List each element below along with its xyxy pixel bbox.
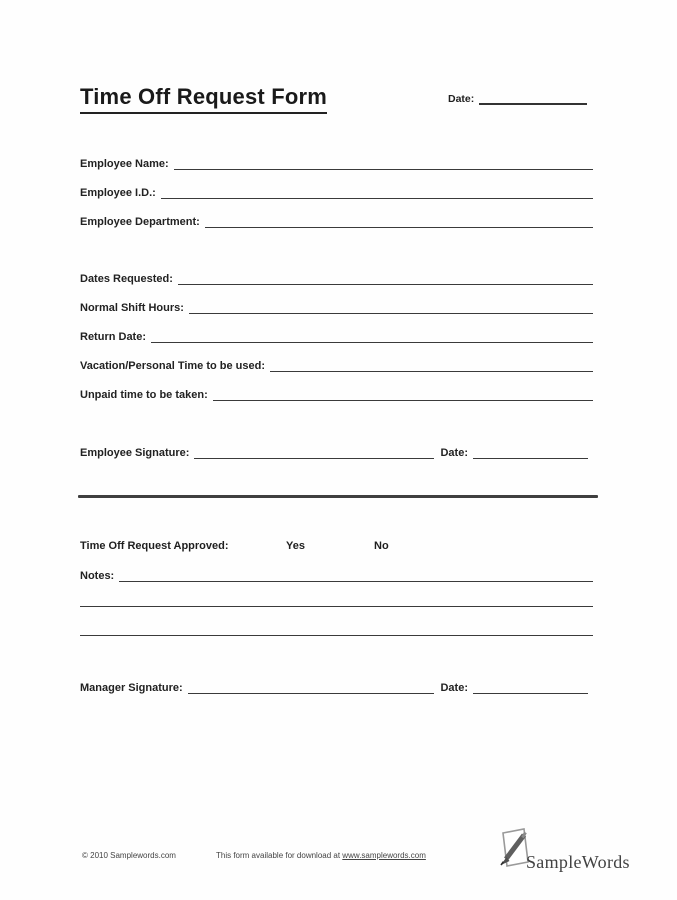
- manager-signature-line: [188, 682, 435, 694]
- approval-option-no: No: [374, 540, 389, 552]
- field-row-employee-name: [80, 158, 593, 170]
- manager-signature-label: Manager Signature:: [80, 682, 183, 694]
- header-date-label: Date:: [448, 93, 475, 105]
- employee-signature-row: [80, 447, 588, 459]
- field-row-unpaid-time: [80, 389, 593, 401]
- employee-signature-date-label: Date:: [440, 447, 468, 459]
- approval-label: Time Off Request Approved:: [80, 540, 229, 552]
- field-row-normal-shift-hours: [80, 302, 593, 314]
- field-row-return-date: [80, 331, 593, 343]
- manager-signature-date-line: [473, 682, 588, 694]
- manager-signature-row: [80, 682, 588, 694]
- page-title: Time Off Request Form: [80, 84, 327, 114]
- approval-option-yes: Yes: [286, 540, 305, 552]
- field-line: [151, 331, 593, 343]
- notes-line: [119, 570, 593, 582]
- samplewords-logo: [494, 826, 630, 875]
- field-line: [205, 216, 593, 228]
- footer-download-text: [216, 851, 426, 860]
- notes-row: [80, 570, 593, 582]
- employee-signature-line: [194, 447, 434, 459]
- header-date-line: [479, 92, 587, 105]
- employee-signature-label: Employee Signature:: [80, 447, 190, 459]
- field-line: [174, 158, 593, 170]
- field-row-employee-department: [80, 216, 593, 228]
- field-label: Employee Department:: [80, 216, 200, 228]
- notes-blank-line: [80, 635, 593, 636]
- field-row-vacation-personal-time: [80, 360, 593, 372]
- logo-text: SampleWords: [526, 852, 630, 872]
- notes-blank-line: [80, 606, 593, 607]
- notes-label: Notes:: [80, 570, 115, 582]
- field-line: [270, 360, 593, 372]
- field-label: Vacation/Personal Time to be used:: [80, 360, 266, 372]
- field-label: Normal Shift Hours:: [80, 302, 184, 314]
- footer-download-prefix: This form available for download at: [216, 851, 343, 860]
- field-label: Unpaid time to be taken:: [80, 389, 208, 401]
- field-line: [161, 187, 593, 199]
- field-label: Dates Requested:: [80, 273, 173, 285]
- field-line: [189, 302, 593, 314]
- field-row-dates-requested: [80, 273, 593, 285]
- field-line: [213, 389, 593, 401]
- footer-copyright: © 2010 Samplewords.com: [82, 851, 176, 860]
- field-label: Return Date:: [80, 331, 147, 343]
- employee-signature-date-line: [473, 447, 588, 459]
- manager-signature-date-label: Date:: [440, 682, 468, 694]
- field-label: Employee Name:: [80, 158, 169, 170]
- footer-download-link[interactable]: www.samplewords.com: [342, 851, 426, 860]
- field-row-employee-id: [80, 187, 593, 199]
- field-label: Employee I.D.:: [80, 187, 156, 199]
- section-divider: [78, 495, 598, 498]
- header-date-field: [448, 92, 587, 105]
- field-line: [178, 273, 593, 285]
